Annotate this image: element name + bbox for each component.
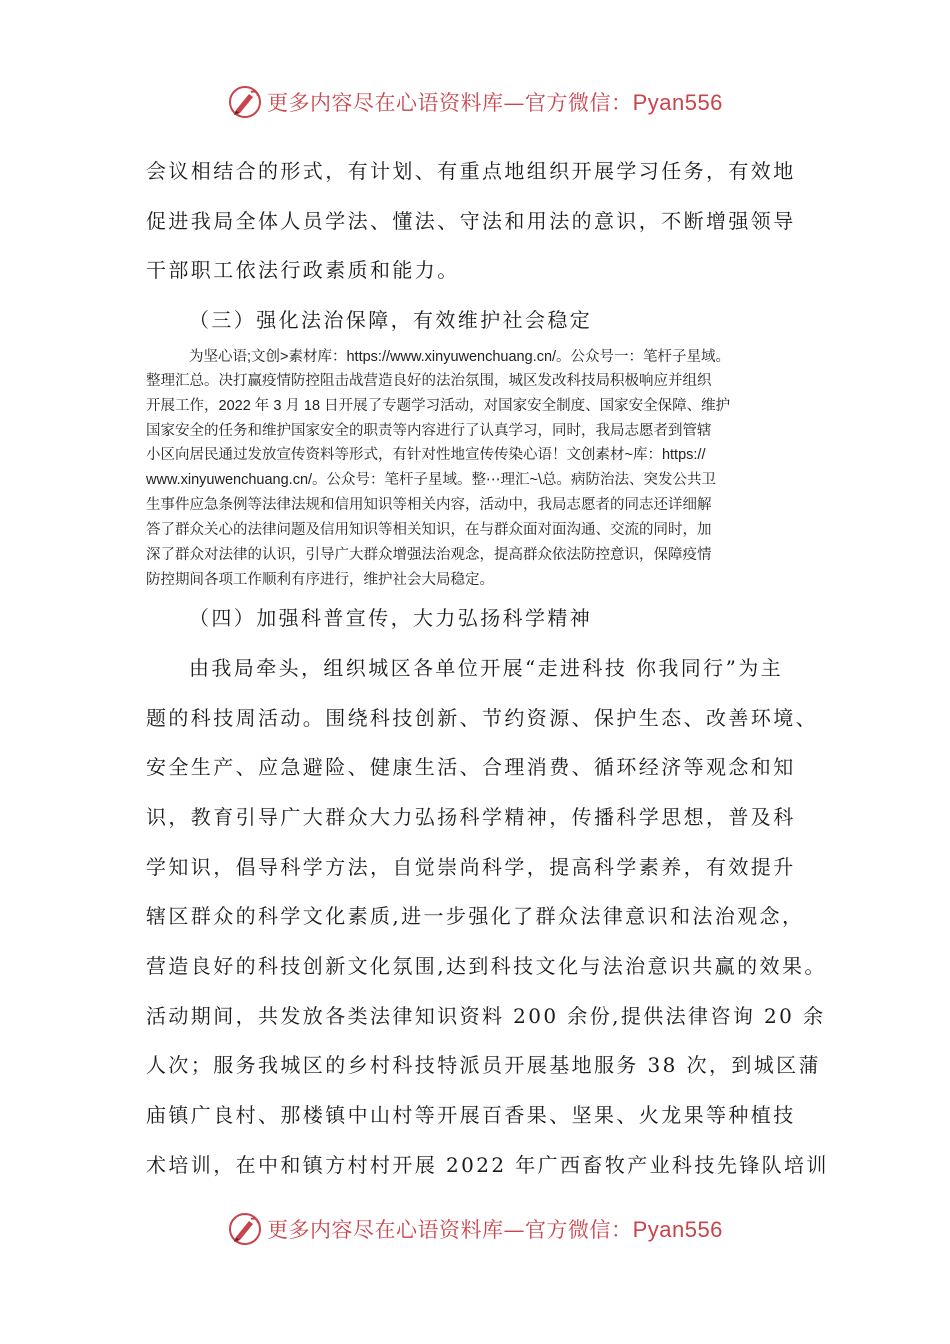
banner-text-latin: Pyan556 <box>632 90 723 115</box>
banner-text-latin: Pyan556 <box>632 1217 723 1242</box>
banner-text <box>267 1214 723 1244</box>
body-line: 营造良好的科技创新文化氛围,达到科技文化与法治意识共赢的效果。 <box>146 954 827 978</box>
small-text-line: 防控期间各项工作顺利有序进行，维护社会大局稳定。 <box>146 572 494 588</box>
body-line: 安全生产、应急避险、健康生活、合理消费、循环经济等观念和知 <box>146 755 796 779</box>
body-line: 由我局牵头，组织城区各单位开展“走进科技 你我同行”为主 <box>189 656 784 680</box>
header-banner <box>0 82 950 122</box>
banner-text <box>267 87 723 117</box>
body-line: 会议相结合的形式，有计划、有重点地组织开展学习任务，有效地 <box>146 159 796 183</box>
small-text-line: 国家安全的任务和维护国家安全的职责等内容进行了认真学习，同时，我局志愿者到管辖 <box>146 423 712 439</box>
body-line: 促进我局全体人员学法、懂法、守法和用法的意识，不断增强领导 <box>146 209 796 233</box>
footer-banner <box>0 1209 950 1249</box>
body-line: 干部职工依法行政素质和能力。 <box>146 258 460 282</box>
small-text-line: 答了群众关心的法律问题及信用知识等相关知识，在与群众面对面沟通、交流的同时，加 <box>146 522 712 538</box>
body-line: 辖区群众的科学文化素质,进一步强化了群众法律意识和法治观念， <box>146 904 805 928</box>
small-text-line: 开展工作，2022 年 3 月 18 日开展了专题学习活动，对国家安全制度、国家安全保障、维护 <box>146 398 731 414</box>
banner-text-cn: 更多内容尽在心语资料库—官方微信： <box>267 91 633 115</box>
body-line: 题的科技周活动。围绕科技创新、节约资源、保护生态、改善环境、 <box>146 706 818 730</box>
small-text-line: 整理汇总。决打赢疫情防控阻击战营造良好的法治氛围，城区发改科技局积极响应并组织 <box>146 373 712 389</box>
body-line: 学知识，倡导科学方法，自觉崇尚科学，提高科学素养，有效提升 <box>146 855 796 879</box>
small-text-line: www.xinyuwenchuang.cn/。公众号：笔杆子星域。整⋯理汇~\总。病防治法、突发公共卫 <box>146 472 717 488</box>
pen-logo-icon <box>227 84 263 120</box>
small-text-line: 为坚心语;文创>素材库：https://www.xinyuwenchuang.cn/。公众号一：笔杆子星域。 <box>189 349 731 365</box>
small-text-line: 生事件应急条例等法律法规和信用知识等相关内容，活动中，我局志愿者的同志还详细解 <box>146 497 712 513</box>
small-text-line: 小区向居民通过发放宣传资料等形式，有针对性地宣传传染心语！文创素材~库：https:// <box>146 447 706 463</box>
section-heading-3: （三）强化法治保障，有效维护社会稳定 <box>189 308 593 332</box>
body-line: 庙镇广良村、那楼镇中山村等开展百香果、坚果、火龙果等种植技 <box>146 1103 796 1127</box>
body-line: 术培训，在中和镇方村村开展 2022 年广西畜牧产业科技先锋队培训 <box>146 1153 829 1177</box>
body-line: 识，教育引导广大群众大力弘扬科学精神，传播科学思想，普及科 <box>146 805 796 829</box>
body-line: 人次；服务我城区的乡村科技特派员开展基地服务 38 次，到城区蒲 <box>146 1053 821 1077</box>
section-heading-4: （四）加强科普宣传，大力弘扬科学精神 <box>189 606 593 630</box>
banner-text-cn: 更多内容尽在心语资料库—官方微信： <box>267 1218 633 1242</box>
body-line: 活动期间，共发放各类法律知识资料 200 余份,提供法律咨询 20 余 <box>146 1004 826 1028</box>
pen-logo-icon <box>227 1211 263 1247</box>
small-text-line: 深了群众对法律的认识，引导广大群众增强法治观念，提高群众依法防控意识，保障疫情 <box>146 547 712 563</box>
